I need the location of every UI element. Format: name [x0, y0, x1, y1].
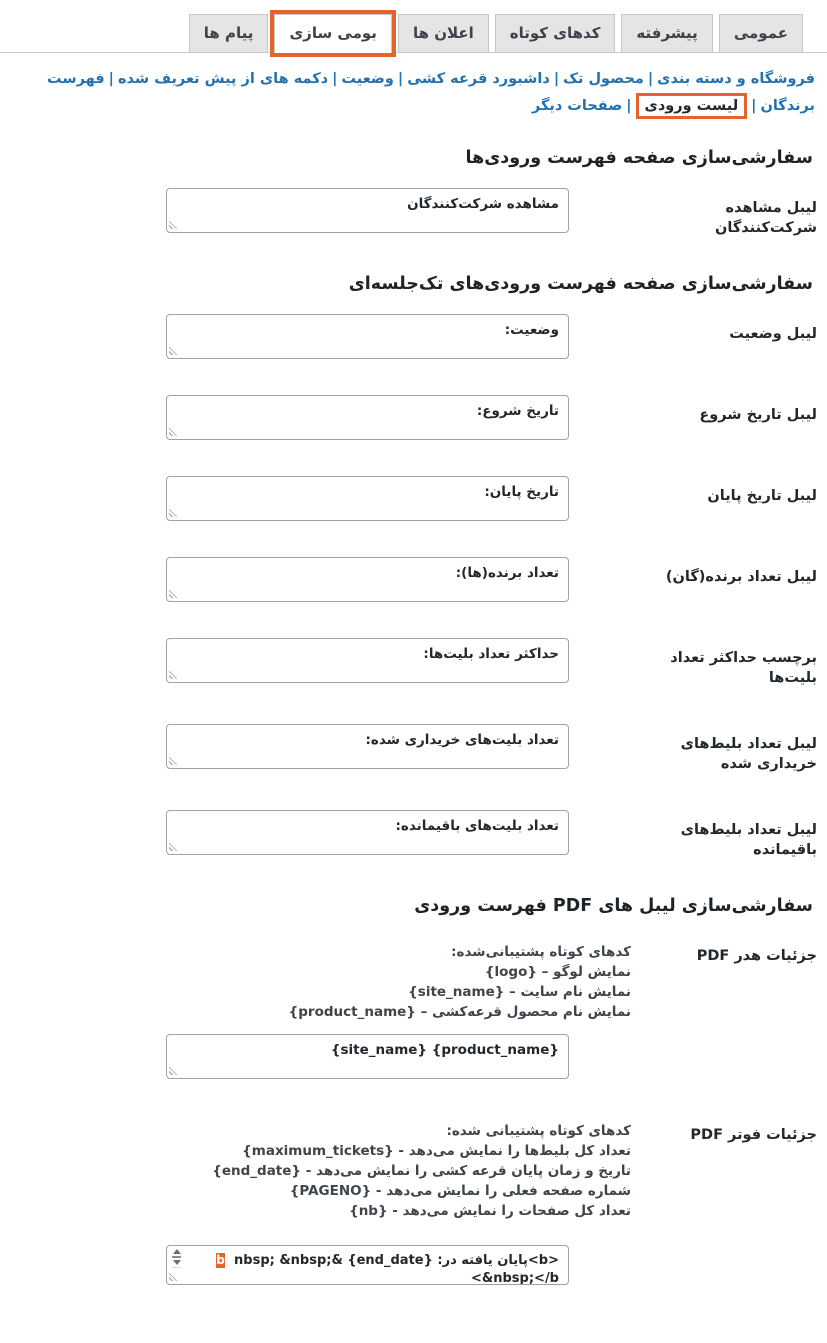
- field-label-max-tickets: برچسب حداکثر تعداد بلیت‌ها: [670, 650, 817, 686]
- tab-advanced[interactable]: پیشرفته: [621, 14, 712, 52]
- pdf-footer-description: [0, 1121, 631, 1221]
- tab-shortcodes[interactable]: کدهای کوتاه: [495, 14, 616, 52]
- field-row-remaining-tickets: [0, 810, 827, 860]
- subnav-item-other-pages[interactable]: صفحات دیگر: [531, 98, 623, 114]
- subnav-item-status[interactable]: وضعیت: [341, 71, 394, 87]
- field-label-pdf-footer: جزئیات فوتر PDF: [690, 1127, 817, 1143]
- subnav-separator: |: [751, 98, 757, 114]
- max-tickets-label-textarea[interactable]: [166, 638, 569, 683]
- status-label-textarea[interactable]: [166, 314, 569, 359]
- section-title-pdf-labels: سفارشی‌سازی لیبل های PDF فهرست ورودی: [414, 896, 813, 916]
- subnav-item-raffle-dashboard[interactable]: داشبورد قرعه کشی: [407, 71, 550, 87]
- field-label-status: لیبل وضعیت: [729, 326, 817, 342]
- field-label-view-participants: لیبل مشاهده شرکت‌کنندگان: [715, 200, 817, 236]
- subnav-item-entry-list[interactable]: لیست ورودی: [639, 96, 745, 116]
- description-line: {end_date} - تاریخ و زمان پایان قرعه کشی را نمایش می‌دهد: [212, 1163, 631, 1179]
- remaining-tickets-label-textarea[interactable]: [166, 810, 569, 855]
- subnav-item-predefined-buttons[interactable]: دکمه های از پیش تعریف شده: [117, 71, 329, 87]
- subnav-separator: |: [397, 71, 404, 87]
- subnav-separator: |: [553, 71, 560, 87]
- field-label-start-date: لیبل تاریخ شروع: [699, 407, 817, 423]
- description-line: {logo} – نمایش لوگو: [484, 964, 631, 980]
- field-row-view-participants: [0, 188, 827, 238]
- subnav-item-shop-category[interactable]: فروشگاه و دسته بندی: [657, 71, 815, 87]
- field-row-pdf-footer: [0, 1115, 827, 1285]
- tab-notifications[interactable]: اعلان ها: [398, 14, 489, 52]
- description-line: کدهای کوتاه پشتیبانی شده:: [446, 1123, 631, 1139]
- description-line: {maximum_tickets} - تعداد کل بلیط‌ها را نمایش می‌دهد: [242, 1143, 631, 1159]
- field-row-purchased-tickets: [0, 724, 827, 774]
- field-row-pdf-header: [0, 936, 827, 1079]
- localization-subnav: [0, 53, 827, 120]
- pdf-header-description: [0, 942, 631, 1022]
- pdf-header-textarea[interactable]: [166, 1034, 569, 1079]
- field-label-remaining-tickets: لیبل تعداد بلیط‌های باقیمانده: [680, 822, 817, 858]
- search-highlight: b: [216, 1253, 225, 1267]
- field-row-winners-count: [0, 557, 827, 602]
- purchased-tickets-label-textarea[interactable]: [166, 724, 569, 769]
- tab-general[interactable]: عمومی: [719, 14, 803, 52]
- subnav-separator: |: [626, 98, 632, 114]
- field-label-end-date: لیبل تاریخ پایان: [707, 488, 817, 504]
- field-row-max-tickets: [0, 638, 827, 688]
- section-title-single-entries-page: سفارشی‌سازی صفحه فهرست ورودی‌های تک‌جلسه‌ای: [348, 274, 813, 294]
- tab-localization[interactable]: بومی سازی: [274, 14, 392, 53]
- field-label-winners-count: لیبل تعداد برنده(گان): [665, 569, 817, 585]
- description-line: {site_name} – نمایش نام سایت: [408, 984, 631, 1000]
- subnav-separator: |: [108, 71, 114, 87]
- settings-tabbar: [0, 0, 827, 53]
- section-title-entries-page: سفارشی‌سازی صفحه فهرست ورودی‌ها: [465, 148, 813, 168]
- subnav-item-winners-list[interactable]: فهرست برندگان: [46, 71, 815, 114]
- subnav-item-single-product[interactable]: محصول تک: [563, 71, 644, 87]
- field-label-purchased-tickets: لیبل تعداد بلیط‌های خریداری شده: [680, 736, 817, 772]
- end-date-label-textarea[interactable]: [166, 476, 569, 521]
- tab-messages[interactable]: پیام ها: [189, 14, 269, 52]
- scrollbar-thumb[interactable]: [172, 1256, 181, 1258]
- view-participants-textarea[interactable]: [166, 188, 569, 233]
- field-label-pdf-header: جزئیات هدر PDF: [696, 948, 817, 964]
- description-line: {product_name} – نمایش نام محصول قرعه‌کشی: [288, 1004, 631, 1020]
- winners-count-label-textarea[interactable]: [166, 557, 569, 602]
- start-date-label-textarea[interactable]: [166, 395, 569, 440]
- pdf-footer-textarea[interactable]: [166, 1245, 569, 1285]
- field-row-status: [0, 314, 827, 359]
- subnav-separator: |: [647, 71, 654, 87]
- field-row-end-date: [0, 476, 827, 521]
- description-line: {PAGENO} - شماره صفحه فعلی را نمایش می‌دهد: [289, 1183, 631, 1199]
- subnav-separator: |: [332, 71, 338, 87]
- description-line: {nb} - تعداد کل صفحات را نمایش می‌دهد: [349, 1203, 631, 1219]
- scroll-down-icon[interactable]: [173, 1260, 181, 1265]
- description-line: کدهای کوتاه پشتیبانی‌شده:: [451, 944, 631, 960]
- field-row-start-date: [0, 395, 827, 440]
- scroll-up-icon[interactable]: [173, 1249, 181, 1254]
